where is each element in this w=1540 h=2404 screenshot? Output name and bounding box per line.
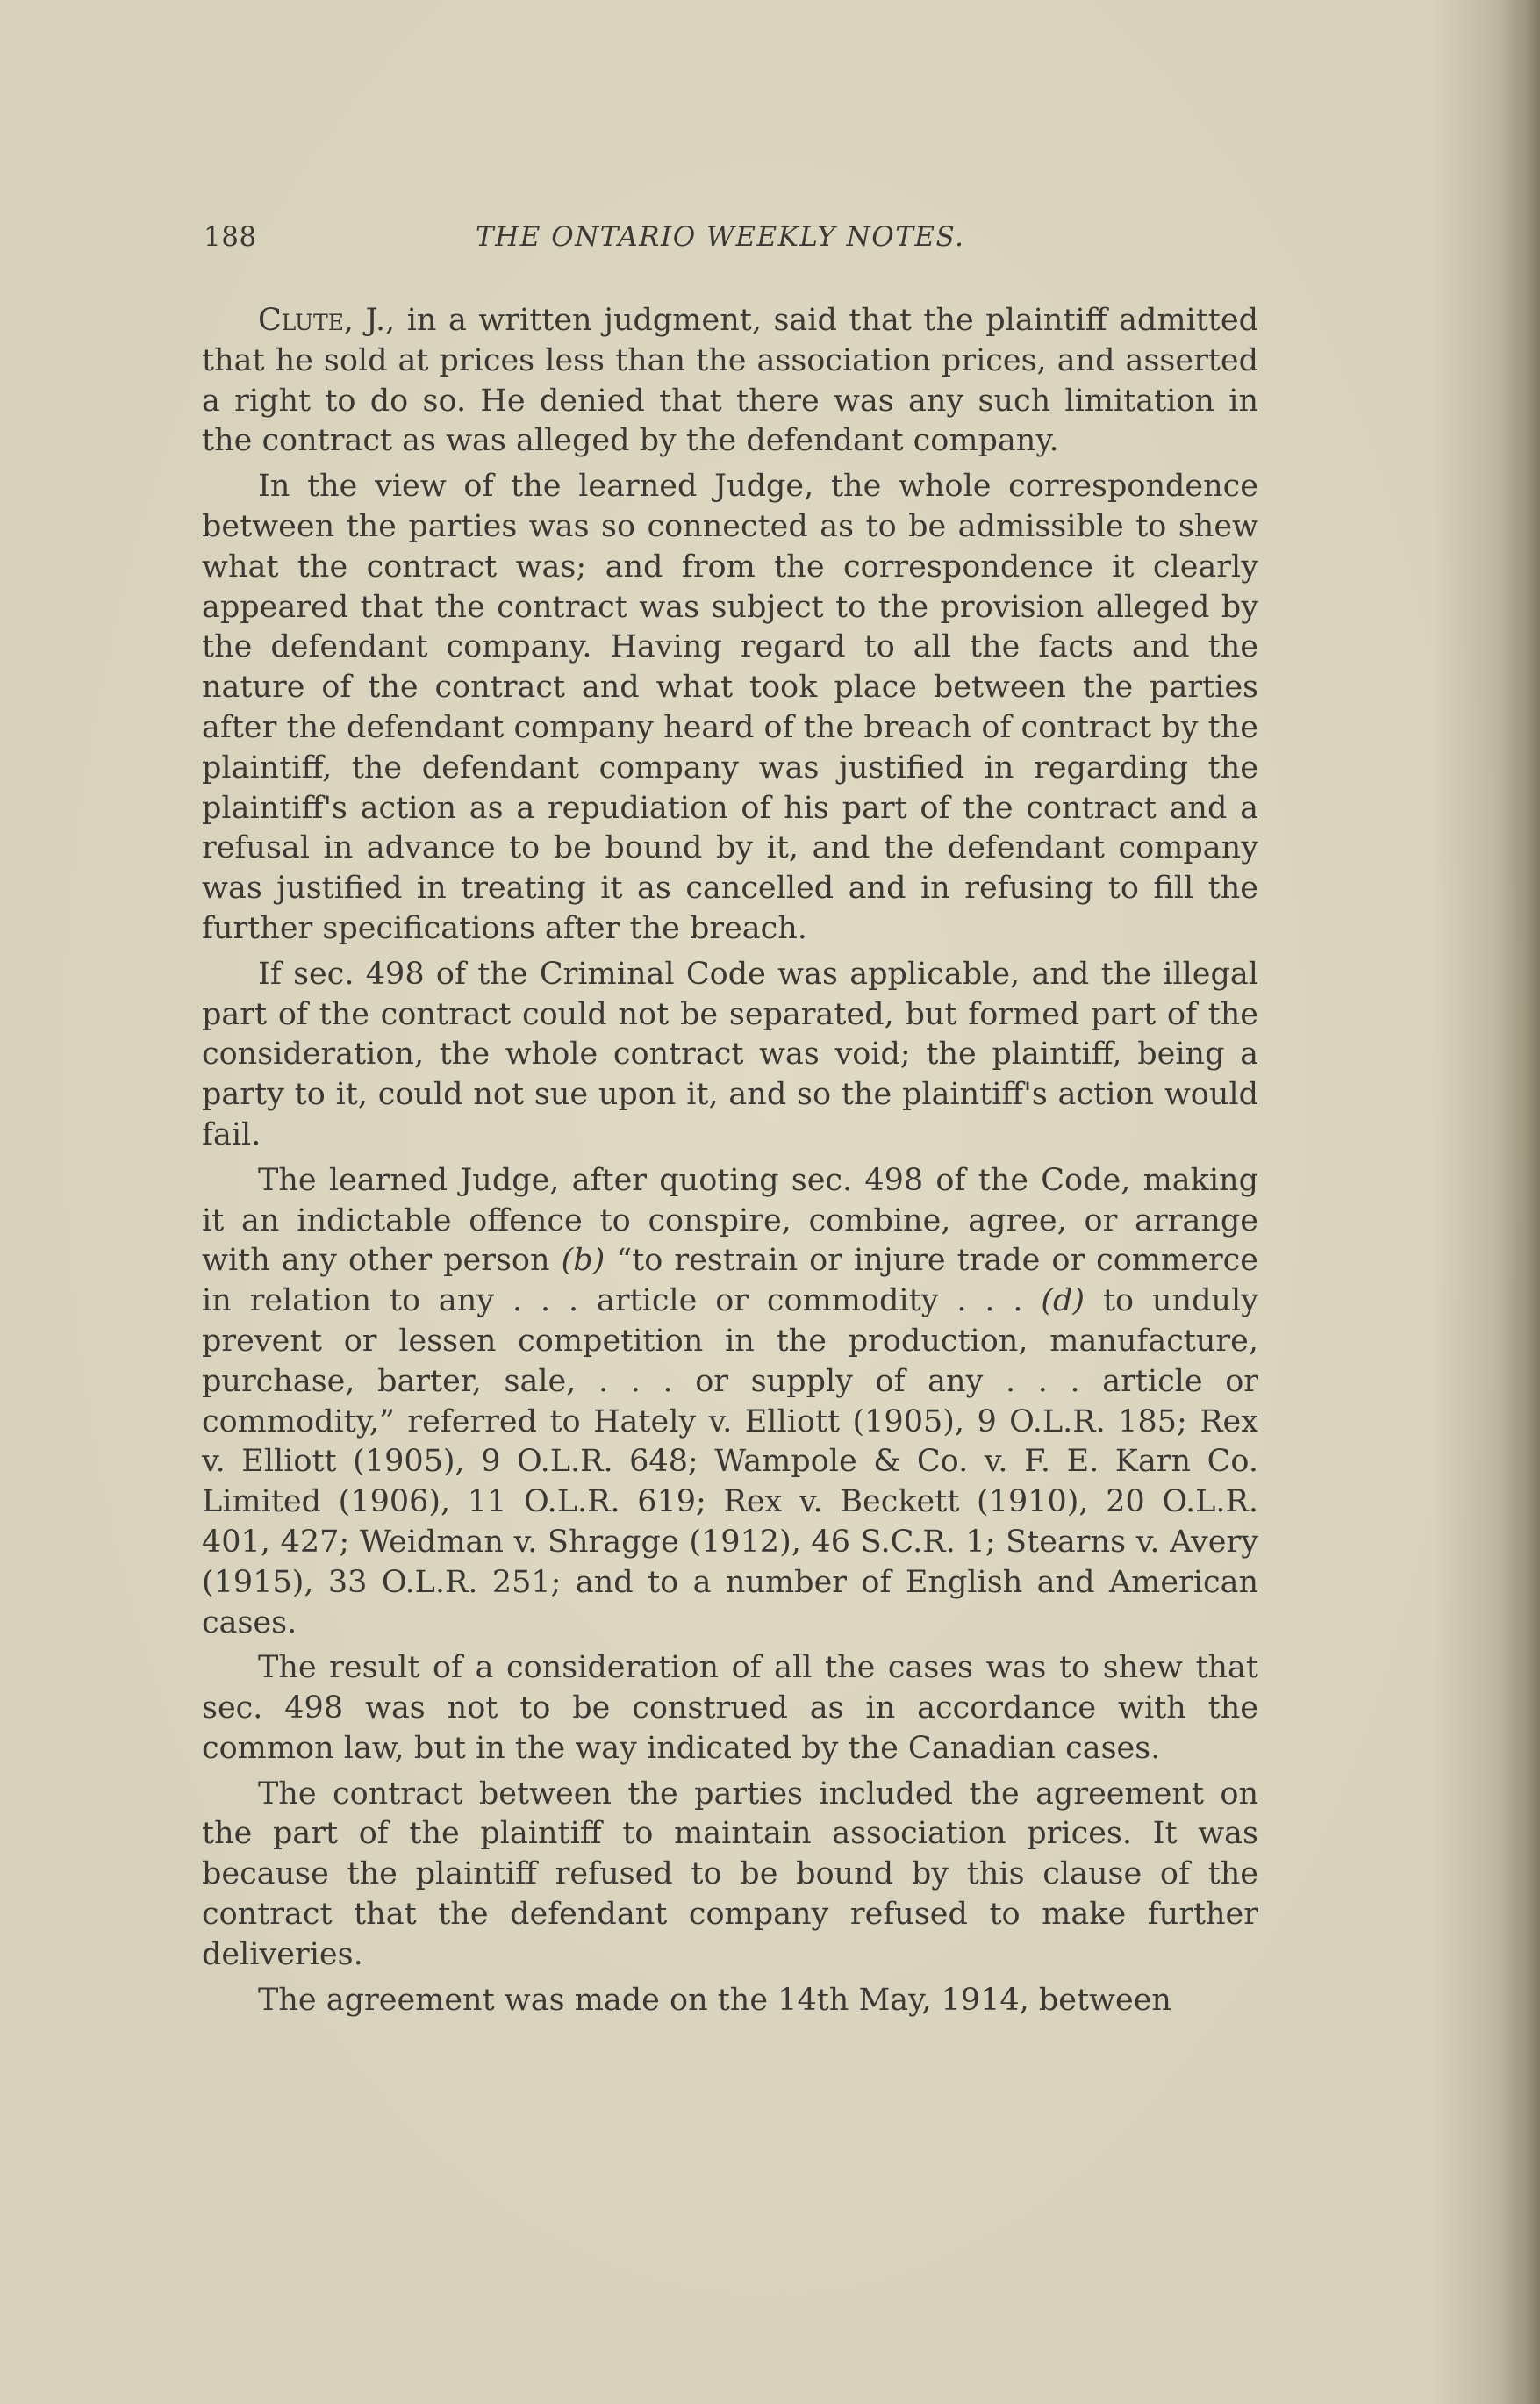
page-number: 188 xyxy=(204,221,257,253)
paragraph-1 xyxy=(202,301,1258,462)
paragraph-3: If sec. 498 of the Criminal Code was applicable, and the illegal part of the contract could not be separated, but formed part of the consideration, the whole contract was void; the plaintiff, being a party to it, could not sue upon it, and so the plaintiff's action would fail. xyxy=(202,956,1258,1152)
page-header xyxy=(204,221,1257,265)
paragraph-7: The agreement was made on the 14th May, 1914, between xyxy=(258,1982,1171,2018)
paragraph-6: The contract between the parties included the agreement on the part of the plaintiff to maintain association prices. It was because the plaintiff refused to be bound by this clause of the contract that the defendant company refused to make further deliveries. xyxy=(202,1776,1258,1972)
clause-b-marker: (b) xyxy=(561,1243,605,1279)
page-edge-shadow xyxy=(1503,0,1540,2404)
paragraph-4-text-a: The learned Judge, after quoting sec. 498 of the Code, making it an indictable offence to conspire, combine, agree, or arrange with any other person xyxy=(202,1162,1258,1279)
paragraph-1-text: , J., in a written judgment, said that the plaintiff admitted that he sold at prices less than the association prices, and asserted a right to do so. He denied that there was any such limitation in the contract as was alleged by the defendant company. xyxy=(202,303,1258,459)
paragraph-4-text-d: to unduly prevent or lessen competition in the production, manufacture, purchase, barter, sale, . . . or supply of any . . . article or commodity,” referred to Hately v. Elliott (1905), 9 O.L.R. 185; Rex v. Elliott (1905), 9 O.L.R. 648; Wampole & Co. v. F. E. Karn Co. Limited (1906), 11 O.L.R. 619; Rex v. Beckett (1910), 20 O.L.R. 401, 427; Weidman v. Shragge (1912), 46 S.C.R. 1; Stearns v. Avery (1915), 33 O.L.R. 251; and to a number of English and American cases. xyxy=(202,1283,1258,1640)
paragraph-5: The result of a consideration of all the cases was to shew that sec. 498 was not to be construed as in accordance with the common law, but in the way indicated by the Canadian cases. xyxy=(202,1650,1258,1766)
paragraph-2: In the view of the learned Judge, the whole correspondence between the parties was so connected as to be admissible to shew what the contract was; and from the correspondence it clearly appeared that the contract was subject to the provision alleged by the defendant company. Having regard to all the facts and the nature of the contract and what took place between the parties after the defendant company heard of the breach of contract by the plaintiff, the defendant company was justified in regarding the plaintiff's action as a repudiation of his part of the contract and a refusal in advance to be bound by it, and the defendant company was justified in treating it as cancelled and in refusing to fill the further specifications after the breach. xyxy=(202,469,1258,946)
clause-d-marker: (d) xyxy=(1041,1283,1085,1319)
paragraph-4-text-b: “to restrain or injure trade or commerce in relation to any . . . article or commodity . . . xyxy=(202,1243,1258,1319)
body-text xyxy=(202,301,1258,2026)
running-title: THE ONTARIO WEEKLY NOTES. xyxy=(476,221,965,253)
judge-name: Clute xyxy=(258,303,345,338)
paragraph-4 xyxy=(202,1161,1258,1644)
